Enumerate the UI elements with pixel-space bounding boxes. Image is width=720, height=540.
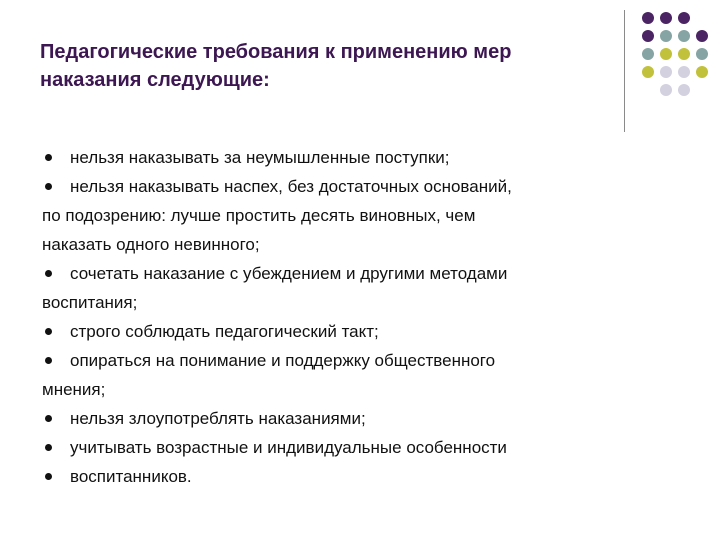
decor-dot-purple	[642, 30, 654, 42]
bullet-item	[42, 433, 632, 462]
decor-dot-purple	[660, 12, 672, 24]
decor-dot-teal	[660, 30, 672, 42]
body-text: строго соблюдать педагогический такт;	[70, 322, 379, 341]
body-text: по подозрению: лучше простить десять виновных, чем	[42, 206, 476, 225]
decor-dot-teal	[678, 30, 690, 42]
bullet-icon	[45, 154, 52, 161]
bullet-icon	[45, 473, 52, 480]
decor-dot-lavender	[660, 66, 672, 78]
decor-dot-purple	[696, 30, 708, 42]
bullet-continuation	[42, 230, 632, 259]
body-text: наказать одного невинного;	[42, 235, 260, 254]
bullet-icon	[45, 357, 52, 364]
bullet-icon	[45, 270, 52, 277]
bullet-icon	[45, 444, 52, 451]
decor-dot-olive	[696, 66, 708, 78]
bullet-item	[42, 462, 632, 491]
bullet-continuation	[42, 288, 632, 317]
body-text: опираться на понимание и поддержку общественного	[70, 351, 496, 370]
bullet-item	[42, 143, 632, 172]
bullet-icon	[45, 415, 52, 422]
bullet-item	[42, 404, 632, 433]
decor-dot-lavender	[660, 84, 672, 96]
body-text: воспитания;	[42, 293, 138, 312]
slide-title	[40, 38, 610, 94]
body-text: нельзя наказывать наспех, без достаточных оснований,	[70, 177, 512, 196]
bullet-continuation	[42, 375, 632, 404]
bullet-icon	[45, 183, 52, 190]
decorative-dot-grid	[640, 10, 720, 120]
decor-dot-olive	[660, 48, 672, 60]
decor-dot-purple	[642, 12, 654, 24]
decor-dot-teal	[642, 48, 654, 60]
body-text: мнения;	[42, 380, 106, 399]
decor-dot-lavender	[678, 66, 690, 78]
decor-dot-purple	[678, 12, 690, 24]
decor-dot-olive	[642, 66, 654, 78]
bullet-item	[42, 346, 632, 375]
title-line-1: Педагогические требования к применению мер	[40, 41, 512, 63]
body-text: воспитанников.	[70, 467, 192, 486]
body-text: учитывать возрастные и индивидуальные особенности	[70, 438, 507, 457]
decor-dot-olive	[678, 48, 690, 60]
title-line-2: наказания следующие:	[40, 69, 270, 91]
bullet-continuation	[42, 201, 632, 230]
bullet-item	[42, 259, 632, 288]
body-text: сочетать наказание с убеждением и другими методами	[70, 264, 508, 283]
bullet-item	[42, 172, 632, 201]
bullet-item	[42, 317, 632, 346]
body-text: нельзя злоупотреблять наказаниями;	[70, 409, 366, 428]
bullet-icon	[45, 328, 52, 335]
decor-dot-teal	[696, 48, 708, 60]
slide-body	[42, 143, 632, 491]
body-text: нельзя наказывать за неумышленные поступки;	[70, 148, 450, 167]
decor-dot-lavender	[678, 84, 690, 96]
vertical-divider	[624, 10, 625, 132]
